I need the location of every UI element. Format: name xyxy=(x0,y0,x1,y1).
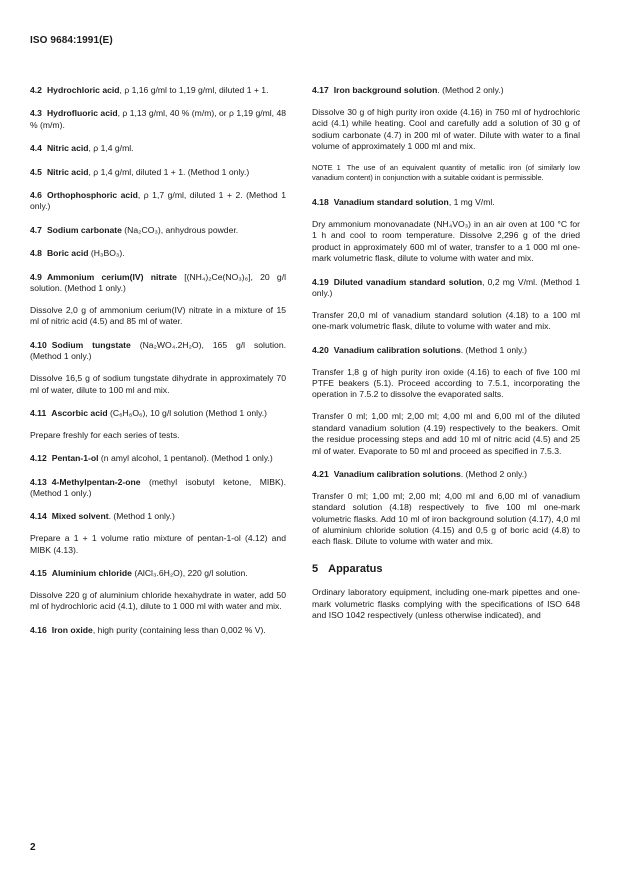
clause-desc: (n amyl alcohol, 1 pentanol). (Method 1 only.) xyxy=(98,453,273,464)
clause-4-20-text: Transfer 1,8 g of high purity iron oxide (4.16) to each of five 100 ml PTFE beakers (5.1). Proceed according to 7.5.1, incorporating the operation in 7.5.2 to dissolve the evaporated salts. xyxy=(312,366,580,400)
clause-desc: . (Method 2 only.) xyxy=(460,468,527,479)
note-1 xyxy=(312,163,580,183)
clause-4-18-text: Dry ammonium monovanadate (NH₄VO₃) in an air oven at 100 °C for 1 h and cool to room temperature. Dissolve 2,296 g of the dried product in approximately 600 ml of water, transfer to a 1 000 ml one-mark volumetric flask, dilute to volume with water and mix. xyxy=(312,218,580,264)
clause-title: Mixed solvent xyxy=(51,511,109,522)
clause-title: Vanadium calibration solutions xyxy=(333,344,461,355)
clause-4-9 xyxy=(30,272,286,295)
clause-title: Boric acid xyxy=(46,248,89,259)
clause-number: 4.16 xyxy=(30,624,47,635)
clause-title: Nitric acid xyxy=(46,143,89,154)
clause-number: 4.8 xyxy=(30,248,42,259)
clause-title: Hydrochloric acid xyxy=(46,85,120,95)
clause-number: 4.9 xyxy=(30,271,42,282)
clause-4-21 xyxy=(312,469,580,480)
clause-title: Iron background solution xyxy=(333,85,438,95)
clause-title: Ammonium cerium(IV) nitrate xyxy=(46,271,177,282)
clause-desc: , ρ 1,13 g/ml, 40 % (m/m), or ρ 1,19 g/ml, 48 % (m/m). xyxy=(30,108,287,130)
clause-4-13 xyxy=(30,477,286,500)
section-heading xyxy=(312,564,580,575)
clause-desc: , 0,2 mg V/ml. (Method 1 only.) xyxy=(312,276,581,298)
clause-number: 4.13 xyxy=(30,476,47,487)
clause-desc: , ρ 1,7 g/ml, diluted 1 + 2. (Method 1 only.) xyxy=(30,190,286,212)
clause-4-12 xyxy=(30,453,286,464)
clause-number: 4.5 xyxy=(30,166,42,177)
clause-desc: [(NH₄)₂Ce(NO₃)₆], 20 g/l solution. (Method 1 only.) xyxy=(30,271,286,294)
note-label: NOTE 1 xyxy=(312,163,341,173)
section-title: Apparatus xyxy=(328,562,383,575)
clause-desc: (H₃BO₃). xyxy=(88,248,125,259)
clause-4-15-text: Dissolve 220 g of aluminium chloride hexahydrate in water, add 50 ml of hydrochloric acid (4.1), dilute to 1 000 ml with water and mix. xyxy=(30,590,286,612)
clause-4-21-text: Transfer 0 ml; 1,00 ml; 2,00 ml; 4,00 ml and 6,00 ml of vanadium standard solution (4.18) respectively to five 100 ml one-mark volumetric flasks. Add 10 ml of iron background solution (4.17), 4,0 ml of aluminium chloride solution (4.15) and 0,5 g of boric acid (4.8) to each flask. Dilute to volume with water and mix. xyxy=(312,490,580,547)
clause-number: 4.10 xyxy=(30,339,47,350)
clause-desc: . (Method 1 only.) xyxy=(108,511,175,522)
clause-4-10 xyxy=(30,340,286,363)
clause-4-14-text: Prepare a 1 + 1 volume ratio mixture of pentan-1-ol (4.12) and MIBK (4.13). xyxy=(30,533,286,555)
clause-desc: (Na₂CO₃), anhydrous powder. xyxy=(121,224,239,235)
clause-4-7 xyxy=(30,225,286,236)
clause-desc: , ρ 1,4 g/ml. xyxy=(88,143,134,154)
clause-desc: . (Method 1 only.) xyxy=(460,344,527,355)
clause-number: 4.7 xyxy=(30,224,42,235)
clause-number: 4.15 xyxy=(30,568,47,579)
clause-number: 4.12 xyxy=(30,453,47,464)
clause-title: Sodium carbonate xyxy=(46,224,122,235)
clause-title: Hydrofluoric acid xyxy=(46,108,118,119)
clause-title: Ascorbic acid xyxy=(51,407,108,418)
clause-title: Vanadium standard solution xyxy=(333,197,449,208)
clause-4-14 xyxy=(30,511,286,522)
clause-desc: , high purity (containing less than 0,002 % V). xyxy=(92,624,266,635)
clause-number: 4.4 xyxy=(30,143,42,154)
clause-title: Pentan-1-ol xyxy=(51,453,99,464)
clause-title: Aluminium chloride xyxy=(51,568,132,579)
clause-desc: , ρ 1,16 g/ml to 1,19 g/ml, diluted 1 + 1. xyxy=(119,85,269,95)
clause-4-11 xyxy=(30,408,286,419)
clause-4-2 xyxy=(30,85,286,96)
clause-4-20 xyxy=(312,345,580,356)
clause-title: Iron oxide xyxy=(51,624,93,635)
clause-4-3 xyxy=(30,108,286,131)
clause-4-17-text: Dissolve 30 g of high purity iron oxide (4.16) in 750 ml of hydrochloric acid (4.1) while heating. Cool and carefully add a solution of 30 g of sodium carbonate (4.7) in 200 ml of water. Dilute with water to a final volume of approximately 1 000 ml and mix. xyxy=(312,106,580,152)
clause-desc: . (Method 2 only.) xyxy=(437,85,504,95)
clause-title: 4-Methylpentan-2-one xyxy=(51,476,141,487)
clause-4-16 xyxy=(30,625,286,636)
clause-4-19 xyxy=(312,277,580,300)
right-column xyxy=(312,85,580,632)
section-5-text: Ordinary laboratory equipment, including one-mark pipettes and one-mark volumetric flasks complying with the specifications of ISO 648 and ISO 1042 respectively (unless otherwise indicated), and xyxy=(312,587,580,621)
clause-4-8 xyxy=(30,248,286,259)
page-number: 2 xyxy=(30,842,36,853)
clause-number: 4.6 xyxy=(30,190,42,201)
clause-title: Orthophosphoric acid xyxy=(46,190,138,201)
clause-desc: (AlCl₃.6H₂O), 220 g/l solution. xyxy=(131,568,248,579)
clause-desc: (methyl isobutyl ketone, MIBK). (Method 1 only.) xyxy=(30,476,286,499)
clause-4-19-text: Transfer 20,0 ml of vanadium standard solution (4.18) to a 100 ml one-mark volumetric flask, dilute to volume with water and mix. xyxy=(312,309,580,332)
clause-4-4 xyxy=(30,143,286,154)
clause-number: 4.19 xyxy=(312,276,329,287)
clause-4-15 xyxy=(30,568,286,579)
clause-number: 4.20 xyxy=(312,344,329,355)
clause-4-11-text: Prepare freshly for each series of tests. xyxy=(30,429,180,440)
clause-desc: , ρ 1,4 g/ml, diluted 1 + 1. (Method 1 only.) xyxy=(88,166,250,177)
clause-number: 4.21 xyxy=(312,468,329,479)
note-text: The use of an equivalent quantity of metallic iron (of similarly low vanadium content) in conjunction with a suitable oxidant is permissible. xyxy=(312,163,580,183)
clause-4-18 xyxy=(312,197,580,208)
clause-desc: (C₆H₈O₆), 10 g/l solution (Method 1 only.) xyxy=(107,407,267,418)
clause-4-9-text: Dissolve 2,0 g of ammonium cerium(IV) nitrate in a mixture of 15 ml of nitric acid (4.5) and 85 ml of water. xyxy=(30,304,286,327)
clause-number: 4.2 xyxy=(30,85,42,95)
left-column xyxy=(30,85,286,648)
clause-4-20-text2: Transfer 0 ml; 1,00 ml; 2,00 ml; 4,00 ml and 6,00 ml of the diluted standard vanadium solution (4.19) respectively to the beakers. Omit the residue processing steps and add 10 ml of nitric acid (4.5) and 25 ml of water. Evaporate to 50 ml and proceed as specified in 7.5.3. xyxy=(312,411,580,456)
clause-4-10-text: Dissolve 16,5 g of sodium tungstate dihydrate in approximately 70 ml of water, dilute to 100 ml and mix. xyxy=(30,373,286,395)
clause-number: 4.11 xyxy=(30,407,47,418)
clause-title: Diluted vanadium standard solution xyxy=(333,276,483,287)
clause-desc: (Na₂WO₄.2H₂O), 165 g/l solution. (Method 1 only.) xyxy=(30,339,286,362)
clause-4-6 xyxy=(30,190,286,213)
clause-number: 4.3 xyxy=(30,108,42,119)
clause-desc: , 1 mg V/ml. xyxy=(448,197,495,208)
clause-4-5 xyxy=(30,167,286,178)
clause-title: Vanadium calibration solutions xyxy=(333,468,461,479)
header-title: ISO 9684:1991(E) xyxy=(30,35,113,46)
clause-number: 4.18 xyxy=(312,197,329,208)
clause-title: Nitric acid xyxy=(46,166,89,177)
clause-title: Sodium tungstate xyxy=(51,339,131,350)
section-number: 5 xyxy=(312,562,319,575)
clause-number: 4.14 xyxy=(30,511,47,522)
clause-number: 4.17 xyxy=(312,85,329,95)
clause-4-17 xyxy=(312,85,580,96)
